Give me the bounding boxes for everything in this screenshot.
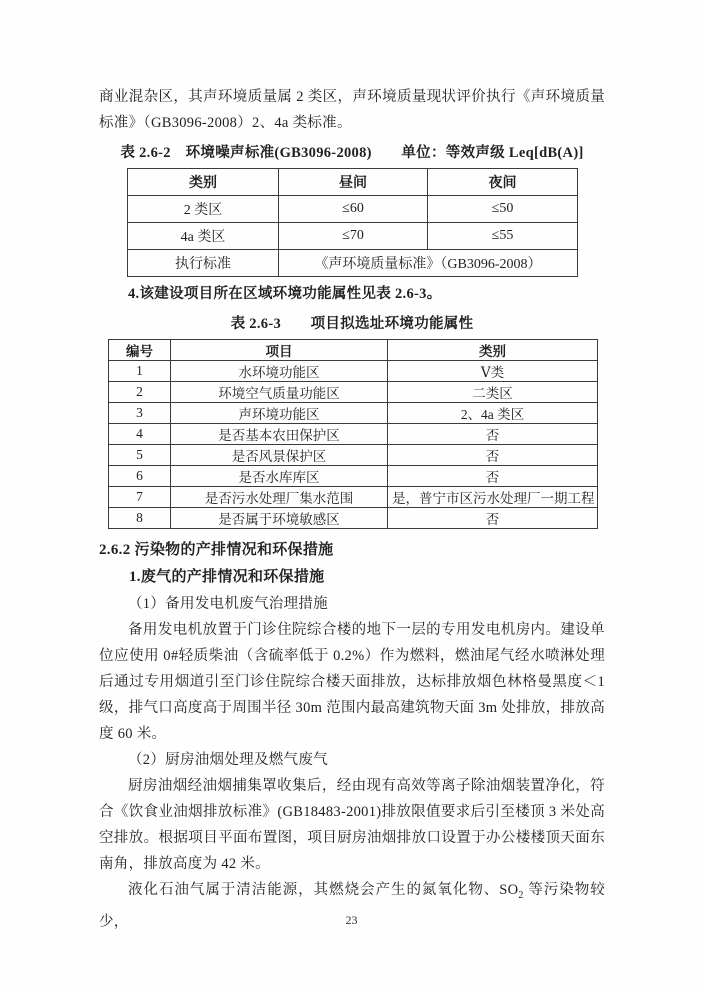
table-cell: 2 xyxy=(109,382,171,403)
item3-text-prefix: 液化石油气属于清洁能源，其燃烧会产生的氮氧化物、SO xyxy=(128,882,519,898)
column-header: 项目 xyxy=(171,340,388,361)
noise-table-caption: 表 2.6-2 环境噪声标准(GB3096-2008) 单位：等效声级 Leq[dB(A)] xyxy=(120,145,584,161)
table-row xyxy=(109,361,598,382)
column-header: 类别 xyxy=(128,169,279,196)
table-row xyxy=(109,382,598,403)
table-cell: 是否水库库区 xyxy=(171,466,388,487)
table-header-row xyxy=(128,169,578,196)
table-cell: 执行标准 xyxy=(128,250,279,277)
table-cell: 4a 类区 xyxy=(128,223,279,250)
item2-title: （2）厨房油烟处理及燃气废气 xyxy=(128,752,328,768)
intro-paragraph: 商业混杂区，其声环境质量属 2 类区，声环境质量现状评价执行《声环境质量标准》（GB3096-2008）2、4a 类标准。 xyxy=(99,89,605,131)
table-cell: 1 xyxy=(109,361,171,382)
table-cell: 2 类区 xyxy=(128,196,279,223)
column-header: 昼间 xyxy=(279,169,428,196)
table-header-row xyxy=(109,340,598,361)
table-cell: 否 xyxy=(388,466,598,487)
table-cell: 否 xyxy=(388,424,598,445)
column-header: 类别 xyxy=(388,340,598,361)
table-cell: 二类区 xyxy=(388,382,598,403)
table-row xyxy=(109,508,598,529)
table-cell: 水环境功能区 xyxy=(171,361,388,382)
item2-body: 厨房油烟经油烟捕集罩收集后，经由现有高效等离子除油烟装置净化，符合《饮食业油烟排放标准》(GB18483-2001)排放限值要求后引至楼顶 3 米处高空排放。根据项目平面布置图，项目厨房油烟排放口设置于办公楼楼顶天面东南角，排放高度为 42 米。 xyxy=(99,778,605,872)
table-cell: 环境空气质量功能区 xyxy=(171,382,388,403)
table-cell: 2、4a 类区 xyxy=(388,403,598,424)
table-cell: 7 xyxy=(109,487,171,508)
function-attribute-table xyxy=(108,339,598,529)
table-row xyxy=(109,487,598,508)
table-row xyxy=(109,403,598,424)
item1-title: （1）备用发电机废气治理措施 xyxy=(128,596,328,612)
table-cell: 是否污水处理厂集水范围 xyxy=(171,487,388,508)
table-cell: ≤70 xyxy=(279,223,428,250)
item3-text-suffix: 等污染物较少， xyxy=(99,882,605,930)
table-cell: 8 xyxy=(109,508,171,529)
column-header: 编号 xyxy=(109,340,171,361)
table-cell: 是否风景保护区 xyxy=(171,445,388,466)
table-row xyxy=(128,250,578,277)
table-row xyxy=(128,223,578,250)
table-cell: 否 xyxy=(388,445,598,466)
page-number: 23 xyxy=(345,913,358,927)
table-cell: ≤55 xyxy=(428,223,578,250)
table-cell: ≤60 xyxy=(279,196,428,223)
table-row xyxy=(109,466,598,487)
table-cell: 5 xyxy=(109,445,171,466)
table-cell: 否 xyxy=(388,508,598,529)
table-cell: Ⅴ类 xyxy=(388,361,598,382)
table-cell: 3 xyxy=(109,403,171,424)
column-header: 夜间 xyxy=(428,169,578,196)
table-cell: 声环境功能区 xyxy=(171,403,388,424)
table-row xyxy=(109,445,598,466)
noise-standard-table xyxy=(127,168,578,277)
table-cell: 《声环境质量标准》（GB3096-2008） xyxy=(279,250,578,277)
table-cell: 是否属于环境敏感区 xyxy=(171,508,388,529)
table-cell: 6 xyxy=(109,466,171,487)
section-heading: 2.6.2 污染物的产排情况和环保措施 xyxy=(99,542,334,558)
table-cell: 是否基本农田保护区 xyxy=(171,424,388,445)
table-row xyxy=(109,424,598,445)
table-cell: ≤50 xyxy=(428,196,578,223)
item1-body: 备用发电机放置于门诊住院综合楼的地下一层的专用发电机房内。建设单位应使用 0#轻质柴油（含硫率低于 0.2%）作为燃料，燃油尾气经水喷淋处理后通过专用烟道引至门诊住院综合楼天面排放，达标排放烟色林格曼黑度＜1 级，排气口高度高于周围半径 30m 范围内最高建筑物天面 3m 处排放，排放高度 60 米。 xyxy=(99,622,605,742)
sub-heading: 1.废气的产排情况和环保措施 xyxy=(129,569,325,585)
so2-subscript: 2 xyxy=(518,889,524,901)
page-content xyxy=(99,84,605,935)
table-row xyxy=(128,196,578,223)
table-cell: 是，普宁市区污水处理厂一期工程 xyxy=(388,487,598,508)
table-cell: 4 xyxy=(109,424,171,445)
function-note: 4.该建设项目所在区域环境功能属性见表 2.6-3。 xyxy=(128,286,442,302)
function-table-caption: 表 2.6-3 项目拟选址环境功能属性 xyxy=(230,316,474,332)
